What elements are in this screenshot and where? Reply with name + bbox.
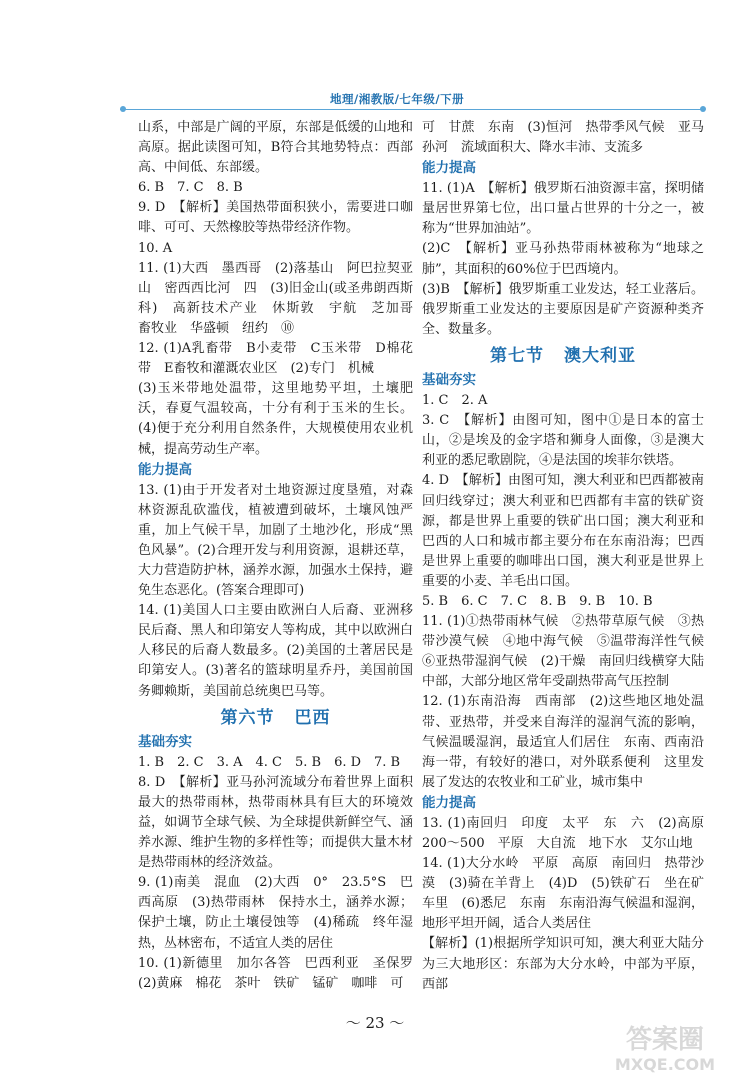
answer-paragraph: 8. D 【解析】亚马孙河流域分布着世界上面积最大的热带雨林，热带雨林具有巨大的环境效益，如调节全球气候、为全球提供新鲜空气、涵养水源、维护生物的多样性等；而提供大量木材是热带雨林的经济效益。 xyxy=(138,774,413,871)
answer-paragraph: (2)C 【解析】亚马孙热带雨林被称为“地球之肺”，其面积的60%位于巴西境内。 xyxy=(422,241,704,277)
answer-paragraph: 9. (1)南美 混血 (2)大西 0° 23.5°S 巴西高原 (3)热带雨林 保持水土，涵养水源；保护土壤，防止土壤侵蚀等 (4)稀疏 终年湿热，丛林密布，不适宜人类的居住 xyxy=(138,875,413,951)
watermark-line1: 答案圈 xyxy=(625,1025,705,1055)
header-rule-dot-left xyxy=(120,106,126,112)
right-column xyxy=(422,118,718,995)
subsection-heading: 基础夯实 xyxy=(138,733,192,750)
header-rule xyxy=(120,109,705,110)
section-number: 第六节 xyxy=(220,707,275,728)
section-title xyxy=(138,708,413,728)
answer-paragraph: 13. (1)由于开发者对土地资源过度垦殖，对森林资源乱砍滥伐，植被遭到破坏，土壤风蚀严重，加上气候干旱，加剧了土地沙化，形成“黑色风暴”。(2)合理开发与利用资源，退耕还草，大力营造防护林，涵养水源，加强水土保持，避免生态恶化。(答案合理即可) xyxy=(138,482,413,599)
subsection-heading: 基础夯实 xyxy=(422,372,476,389)
answer-paragraph: 13. (1)南回归 印度 太平 东 六 (2)高原 200～500 平原 大自流 地下水 艾尔山地 xyxy=(422,815,718,851)
watermark-line2: MXQE.COM xyxy=(614,1055,716,1074)
page-header xyxy=(0,0,750,112)
answer-paragraph: 10. A xyxy=(138,240,173,256)
header-title: 地理/湘教版/七年级/下册 xyxy=(330,92,465,106)
answer-paragraph: 【解析】(1)根据所学知识可知，澳大利亚大陆分为三大地形区：东部为大分水岭，中部为平原，西部 xyxy=(422,936,704,992)
answer-paragraph: 10. (1)新德里 加尔各答 巴西利亚 圣保罗 (2)黄麻 棉花 茶叶 铁矿 锰矿 咖啡 可 xyxy=(138,955,427,991)
header-rule-dot-right xyxy=(700,106,706,112)
answer-paragraph: 14. (1)大分水岭 平原 高原 南回归 热带沙漠 (3)骑在羊背上 (4)D (5)铁矿石 坐在矿车里 (6)悉尼 东南 东南沿海气候温和湿润，地形平坦开阔，适合人类居住 xyxy=(422,856,704,932)
page-number: ～ 23 ～ xyxy=(345,1014,405,1032)
answer-paragraph: 5. B 6. C 7. C 8. B 9. B 10. B xyxy=(422,593,653,609)
answer-paragraph: 12. (1)东南沿海 西南部 (2)这些地区地处温带、亚热带，并受来自海洋的湿润气流的影响，气候温暖湿润，最适宜人们居住 东南、西南沿海一带，有较好的港口，对外联系便利 这里发展了发达的农牧业和工矿业，城市集中 xyxy=(422,694,704,790)
section-number: 第七节 xyxy=(490,345,544,366)
answer-paragraph: 可 甘蔗 东南 (3)恒河 热带季风气候 亚马孙河 流域面积大、降水丰沛、支流多 xyxy=(422,120,704,156)
answer-paragraph: 9. D 【解析】美国热带面积狭小，需要进口咖啡、可可、天然橡胶等热带经济作物。 xyxy=(138,200,413,236)
answer-paragraph: (3)B 【解析】俄罗斯重工业发达，轻工业落后。俄罗斯重工业发达的主要原因是矿产资源种类齐全、数量多。 xyxy=(422,281,704,337)
answer-paragraph: 14. (1)美国人口主要由欧洲白人后裔、亚洲移民后裔、黑人和印第安人等构成，其中以欧洲白人移民的后裔人数最多。(2)美国的土著居民是印第安人。(3)著名的篮球明星乔丹，美国前国务卿赖斯，美国前总统奥巴马等。 xyxy=(138,603,413,699)
watermark-logo xyxy=(590,1018,740,1076)
answer-paragraph: 12. (1)A乳畜带 B小麦带 C玉米带 D棉花带 E畜牧和灌溉农业区 (2)专门 机械 xyxy=(138,341,413,377)
section-name: 巴西 xyxy=(294,707,331,728)
answer-paragraph: 11. (1)A 【解析】俄罗斯石油资源丰富，探明储量居世界第七位，出口量占世界的十分之一，被称为“世界加油站”。 xyxy=(422,181,704,237)
answer-paragraph: 1. C 2. A xyxy=(422,393,488,409)
left-column xyxy=(138,118,427,994)
answer-paragraph: 11. (1)大西 墨西哥 (2)落基山 阿巴拉契亚山 密西西比河 四 (3)旧金山(或圣弗朗西斯科) 高新技术产业 休斯敦 宇航 芝加哥 畜牧业 华盛顿 纽约 ⑩ xyxy=(138,260,427,336)
answer-paragraph: 3. C 【解析】由图可知，图中①是日本的富士山，②是埃及的金字塔和狮身人面像，③是澳大利亚的悉尼歌剧院，④是法国的埃菲尔铁塔。 xyxy=(422,413,704,469)
answer-paragraph: (3)玉米带地处温带，这里地势平坦，土壤肥沃，春夏气温较高，十分有利于玉米的生长。(4)便于充分利用自然条件，大规模使用农业机械，提高劳动生产率。 xyxy=(138,381,413,457)
answer-paragraph: 4. D 【解析】由图可知，澳大利亚和巴西都被南回归线穿过；澳大利亚和巴西都有丰富的铁矿资源，都是世界上重要的铁矿出口国；澳大利亚和巴西的人口和城市都主要分布在东南沿海；巴西是世界上重要的咖啡出口国，澳大利亚是世界上重要的小麦、羊毛出口国。 xyxy=(422,473,704,589)
subsection-heading: 能力提高 xyxy=(422,160,476,177)
section-name: 澳大利亚 xyxy=(564,345,636,366)
answer-paragraph: 11. (1)①热带雨林气候 ②热带草原气候 ③热带沙漠气候 ④地中海气候 ⑤温带海洋性气候 ⑥亚热带湿润气候 (2)干燥 南回归线横穿大陆中部，大部分地区常年受副热带高气压控制 xyxy=(422,614,718,690)
answer-paragraph: 6. B 7. C 8. B xyxy=(138,180,243,196)
section-title xyxy=(422,346,704,366)
subsection-heading: 能力提高 xyxy=(422,794,476,811)
subsection-heading: 能力提高 xyxy=(138,461,192,478)
answer-paragraph: 山系，中部是广阔的平原，东部是低缓的山地和高原。据此读图可知，B符合其地势特点：西部高、中间低、东部缓。 xyxy=(138,120,413,176)
answer-paragraph: 1. B 2. C 3. A 4. C 5. B 6. D 7. B xyxy=(138,754,401,770)
